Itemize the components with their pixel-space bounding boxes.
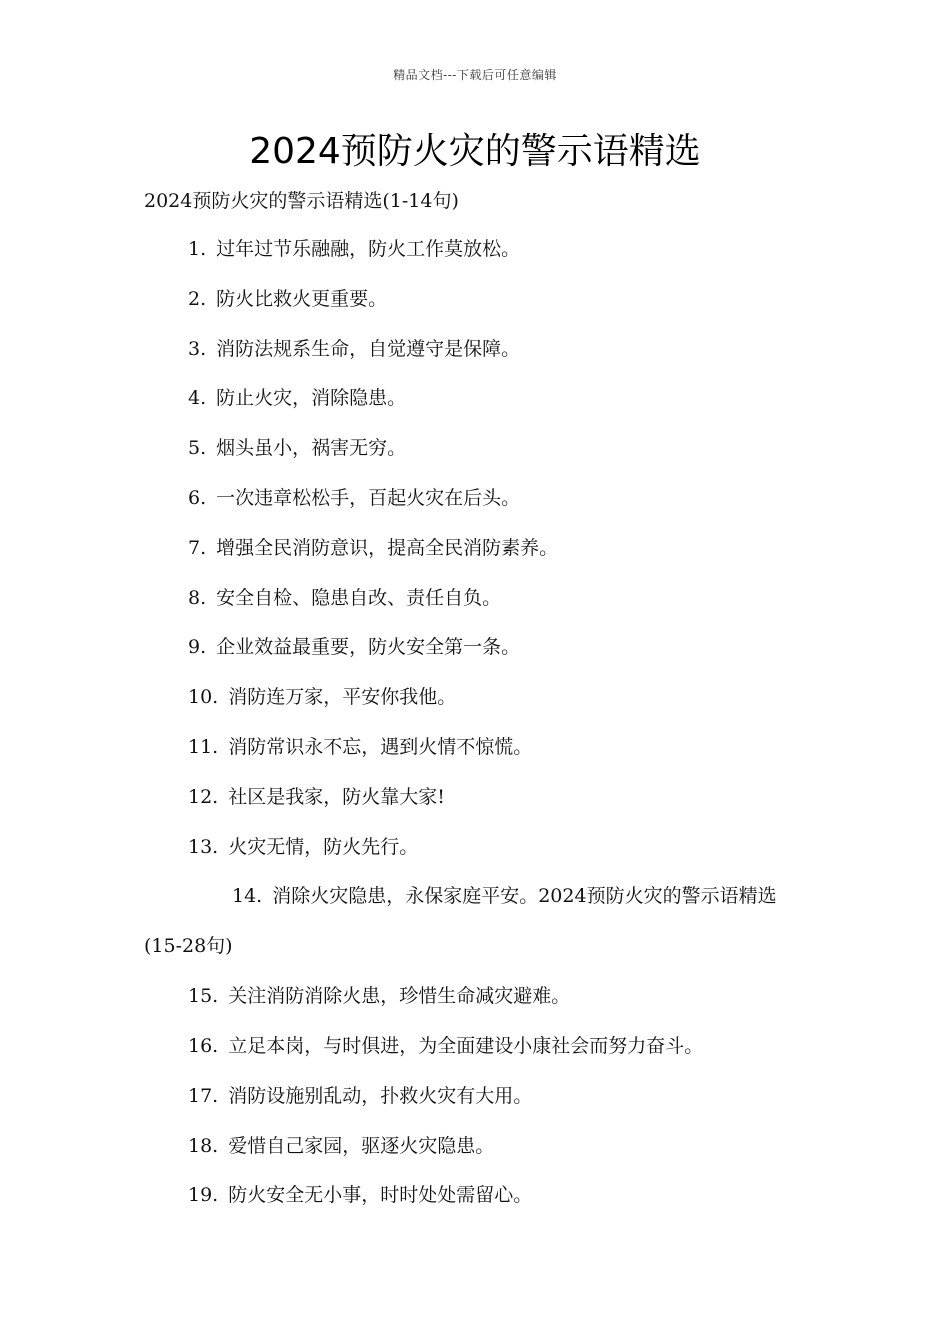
item-text: 立足本岗，与时俱进，为全面建设小康社会而努力奋斗。 (228, 1034, 704, 1057)
item-text: 防止火灾，消除隐患。 (216, 387, 407, 410)
item-text: 一次违章松松手，百起火灾在后头。 (216, 486, 521, 509)
item-text: 消防连万家，平安你我他。 (228, 686, 457, 709)
item-text: 过年过节乐融融，防火工作莫放松。 (216, 238, 521, 260)
list-item (144, 1180, 814, 1210)
item-text: 关注消防消除火患，珍惜生命减灾避难。 (228, 985, 571, 1008)
list-item (144, 981, 814, 1011)
list-item (144, 871, 814, 971)
item-text: 社区是我家，防火靠大家! (228, 785, 445, 808)
page-header: 精品文档---下载后可任意编辑 (393, 68, 557, 82)
item-number: 16. (188, 1034, 219, 1057)
item-text: 企业效益最重要，防火安全第一条。 (216, 636, 521, 659)
list-item (144, 334, 814, 364)
item-number: 19. (188, 1184, 219, 1207)
item-number: 2. (188, 287, 207, 310)
item-text: 消除火灾隐患，永保家庭平安。2024预防火灾的警示语精选(15-28句) (144, 885, 777, 958)
item-text: 防火比救火更重要。 (216, 287, 388, 310)
list-item (144, 234, 814, 264)
list-item (144, 483, 814, 513)
list-item (144, 782, 814, 812)
item-number: 8. (188, 586, 207, 609)
item-number: 14. (232, 885, 263, 908)
item-text: 火灾无情，防火先行。 (228, 835, 419, 858)
list-item (144, 1131, 814, 1161)
item-text: 烟头虽小，祸害无穷。 (216, 437, 407, 460)
document-title: 2024预防火灾的警示语精选 (249, 131, 701, 172)
list-item (144, 682, 814, 712)
item-number: 5. (188, 437, 207, 460)
item-text: 增强全民消防意识，提高全民消防素养。 (216, 536, 559, 559)
section-subtitle: 2024预防火灾的警示语精选(1-14句) (144, 190, 459, 212)
item-number: 18. (188, 1134, 219, 1157)
item-number: 11. (188, 735, 219, 758)
item-number: 7. (188, 536, 207, 559)
item-text: 消防常识永不忘，遇到火情不惊慌。 (228, 735, 533, 758)
list-item (144, 383, 814, 413)
item-text: 消防设施别乱动，扑救火灾有大用。 (228, 1084, 533, 1107)
list-item (144, 583, 814, 613)
list-item (144, 732, 814, 762)
slogan-list (144, 234, 814, 1230)
item-text: 防火安全无小事，时时处处需留心。 (228, 1184, 533, 1207)
item-number: 4. (188, 387, 207, 410)
item-number: 1. (188, 238, 207, 260)
list-item (144, 433, 814, 463)
item-text: 爱惜自己家园，驱逐火灾隐患。 (228, 1134, 495, 1157)
item-number: 17. (188, 1084, 219, 1107)
list-item (144, 1081, 814, 1111)
item-number: 10. (188, 686, 219, 709)
item-text: 安全自检、隐患自改、责任自负。 (216, 586, 502, 609)
item-number: 12. (188, 785, 219, 808)
item-number: 9. (188, 636, 207, 659)
list-item (144, 1031, 814, 1061)
list-item (144, 284, 814, 314)
list-item (144, 533, 814, 563)
item-text: 消防法规系生命，自觉遵守是保障。 (216, 337, 521, 360)
item-number: 3. (188, 337, 207, 360)
item-number: 13. (188, 835, 219, 858)
list-item (144, 832, 814, 862)
item-number: 15. (188, 985, 219, 1008)
list-item (144, 632, 814, 662)
item-number: 6. (188, 486, 207, 509)
